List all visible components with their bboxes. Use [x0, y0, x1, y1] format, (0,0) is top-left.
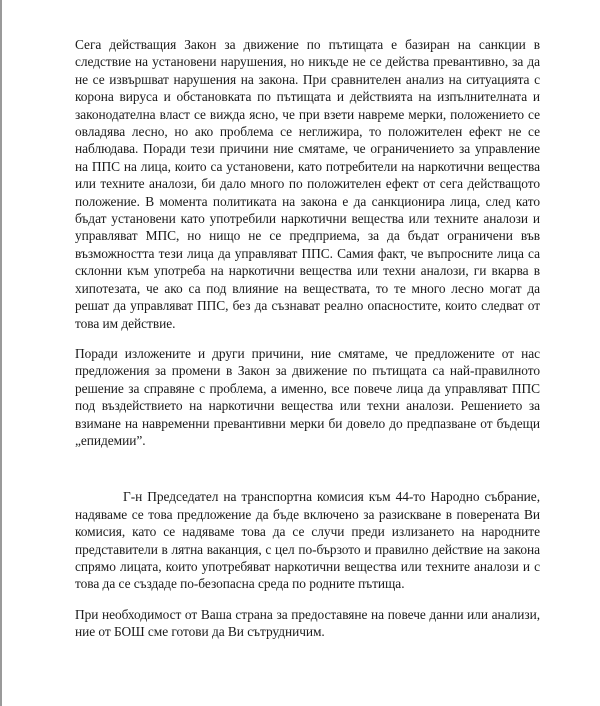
paragraph-proposal-reasons: Поради изложените и други причини, ние смятаме, че предложените от нас предложения за промени в Закон за движение по пътищата са най-правилното решение за справяне с проблема, а именно, все повече лица да управляват ППС под въздействието на наркотични вещества или техни аналози. Решението за взимане на навременни превантивни мерки би довело до предпазване от бъдещи „епидемии”. — [75, 345, 540, 448]
paragraph-current-law: Сега действащия Закон за движение по пътищата е базиран на санкции в следствие на установени нарушения, но никъде не се действа превантивно, за да не се извършват нарушения на закона. При сравнителен анализ на ситуацията с корона вируса и обстановката по пътищата и действията на изпълнителната и законодателна власт се вижда ясно, че при взети навреме мерки, положението се овладява лесно, но ако проблема се неглижира, то положителен ефект не се наблюдава. Поради тези причини ние смятаме, че ограничението за управление на ППС на лица, които са установени, като потребители на наркотични вещества или техните аналози, би дало много по положителен ефект от сега действащото положение. В момента политиката на закона е да санкционира лица, след като бъдат установени като употребили наркотични вещества или техните аналози и управляват МПС, но нищо не се предприема, за да бъдат ограничени във възможността тези лица да управляват ППС. Самия факт, че въпросните лица са склонни към употреба на наркотични вещества или техни аналози, ги вкарва в хипотезата, че ако са под влияние на веществата, то те много лесно могат да решат да управляват ППС, без да съзнават реално опасностите, които следват от това им действие. — [75, 37, 540, 331]
paragraph-cooperation-offer: При необходимост от Ваша страна за предоставяне на повече данни или анализи, ние от БОШ сме готови да Ви сътрудничим. — [75, 606, 540, 640]
document-body — [75, 36, 540, 641]
paragraph-address-to-chairman: Г-н Председател на транспортна комисия към 44-то Народно събрание, надяваме се това предложение да бъде включено за разискване в поверената Ви комисия, като се надяваме това да се случи преди излизането на народните представители в лятна ваканция, с цел по-бързото и правилно действие на закона спрямо лицата, които употребяват наркотични вещества или техните аналози и с това да се създаде по-безопасна среда по родните пътища. — [75, 489, 540, 592]
